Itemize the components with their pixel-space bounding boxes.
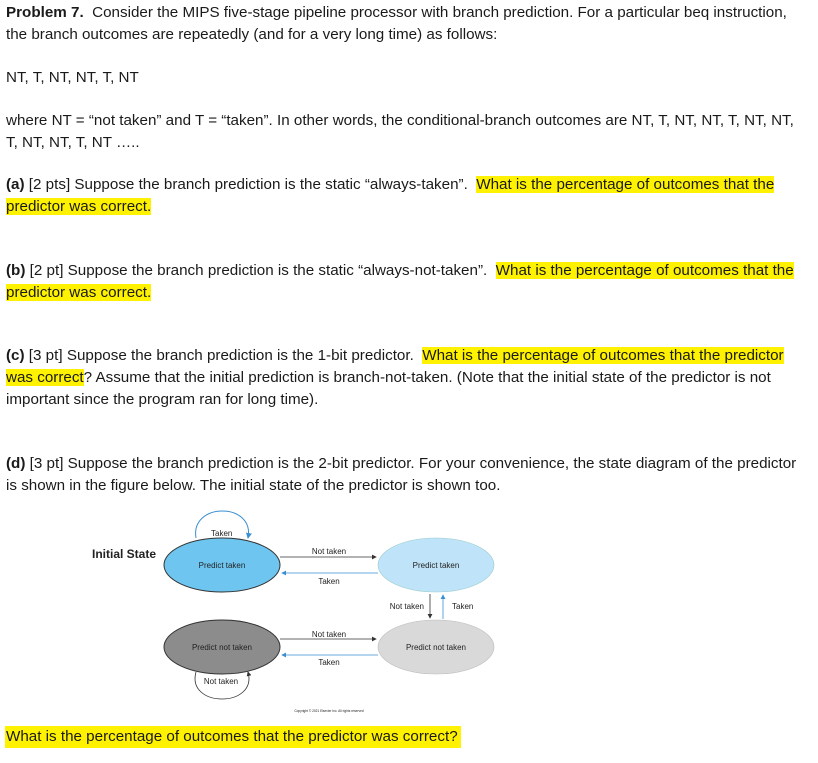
part-d-label: (d) <box>6 455 26 472</box>
edge-label-right-down: Not taken <box>389 602 424 611</box>
problem-intro-paragraph: Problem 7. Consider the MIPS five-stage pipeline processor with branch prediction. For a particular beq instruction, the branch outcomes are repeatedly (and for a very long time) as follows: <box>6 4 787 43</box>
final-question: What is the percentage of outcomes that the predictor was correct? <box>5 726 461 748</box>
state-strong-not-taken-label: Predict not taken <box>191 643 253 652</box>
edge-label-right-up: Taken <box>452 602 474 611</box>
edge-label-top-self-loop: Taken <box>211 529 233 538</box>
part-a-question: What is the percentage of outcomes that the predictor was correct. <box>6 176 775 215</box>
part-a-points: [2 pts] <box>28 176 71 193</box>
part-b-text: Suppose the branch prediction is the static “always-not-taken”. <box>67 262 488 279</box>
part-b-question: What is the percentage of outcomes that the predictor was correct. <box>6 262 794 301</box>
part-d-points: [3 pt] <box>29 455 64 472</box>
state-weak-taken-label: Predict taken <box>412 561 460 570</box>
edge-label-top-left: Taken <box>318 577 340 586</box>
part-a-text: Suppose the branch prediction is the static “always-taken”. <box>74 176 468 193</box>
part-d <box>6 453 806 497</box>
edge-label-bottom-left: Taken <box>318 658 340 667</box>
part-d-text: Suppose the branch prediction is the 2-bit predictor. For your convenience, the state diagram of the predictor is shown in the figure below. The initial state of the predictor is shown too. <box>6 455 797 494</box>
edge-label-bottom-right: Not taken <box>311 630 347 639</box>
part-b-points: [2 pt] <box>29 262 64 279</box>
part-b-label: (b) <box>6 262 26 279</box>
part-c-label: (c) <box>6 347 25 364</box>
problem-intro: Consider the MIPS five-stage pipeline processor with branch prediction. For a particular beq instruction, the branch outcomes are repeatedly (and for a very long time) as follows: <box>6 4 787 43</box>
outcome-sequence: NT, T, NT, NT, T, NT <box>6 69 139 86</box>
state-strong-taken-label: Predict taken <box>198 561 246 570</box>
diagram-copyright: Copyright © 2021 Elsevier Inc. All rights reserved <box>294 709 364 713</box>
problem-label: Problem 7 <box>6 4 80 21</box>
edge-label-top-right: Not taken <box>311 547 347 556</box>
state-weak-not-taken-label: Predict not taken <box>405 643 467 652</box>
part-a-label: (a) <box>6 176 25 193</box>
part-a <box>6 174 806 218</box>
part-c-text: Suppose the branch prediction is the 1-bit predictor. <box>66 347 414 364</box>
edge-label-bottom-self-loop: Not taken <box>203 677 239 686</box>
final-question-paragraph <box>6 726 806 748</box>
part-c-points: [3 pt] <box>28 347 63 364</box>
two-bit-predictor-state-diagram <box>0 500 818 725</box>
part-c-rest: ? Assume that the initial prediction is branch-not-taken. (Note that the initial state of the predictor is not important since the program ran for long time). <box>6 369 771 408</box>
sequence-explanation: where NT = “not taken” and T = “taken”. In other words, the conditional-branch outcomes are NT, T, NT, NT, T, NT, NT, T, NT, NT, T, NT ….. <box>6 112 794 151</box>
initial-state-label: Initial State <box>92 547 157 561</box>
part-b <box>6 260 806 304</box>
part-c <box>6 345 806 411</box>
part-c-question: What is the percentage of outcomes that the predictor was correct <box>6 347 784 386</box>
